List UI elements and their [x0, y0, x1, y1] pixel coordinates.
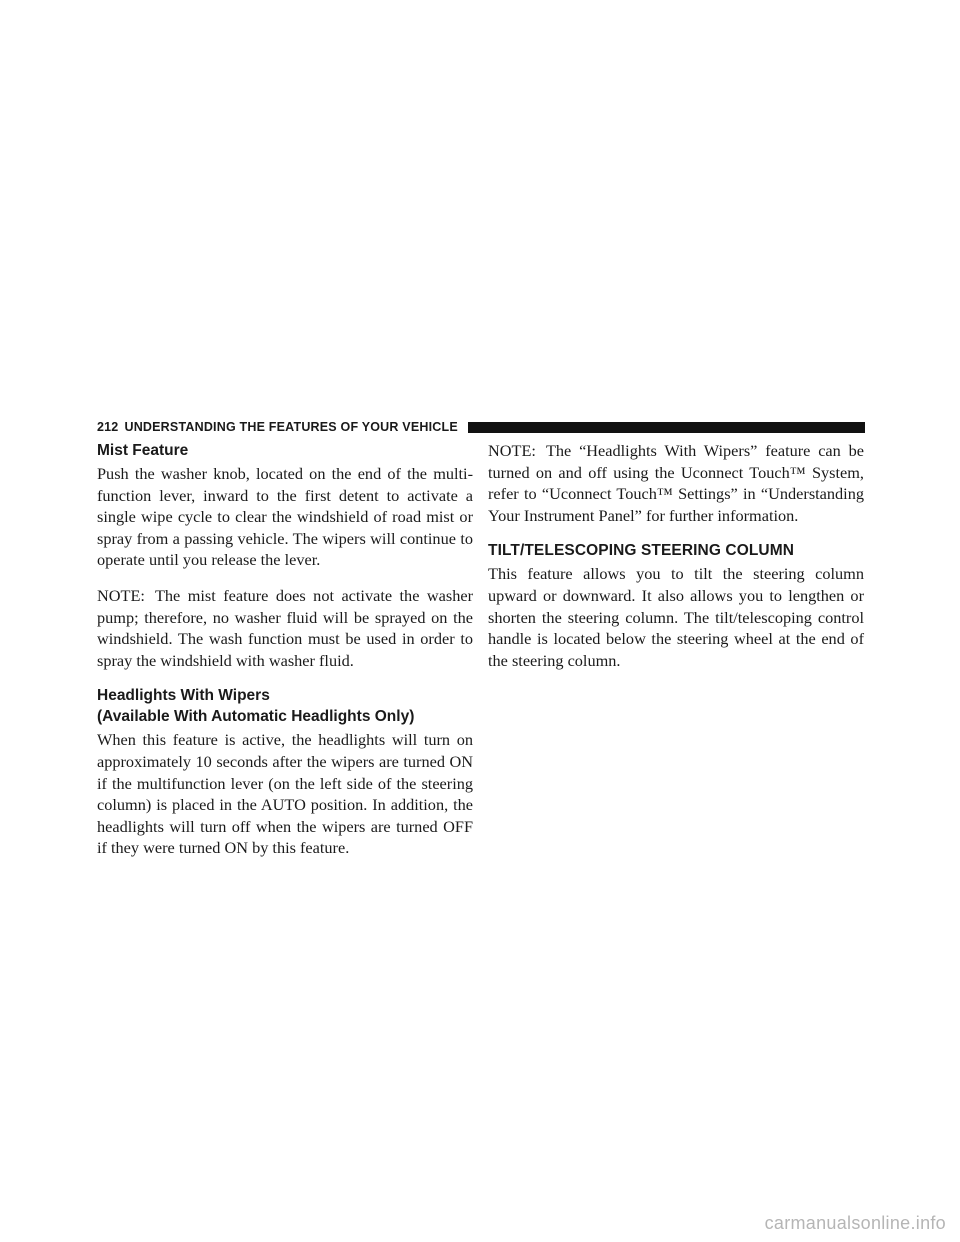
note-label: NOTE:: [488, 441, 536, 460]
headlights-wipers-heading: [97, 685, 473, 727]
note-label: NOTE:: [97, 585, 145, 605]
note-headlights-body: The “Headlights With Wipers” feature can be turned on and off using the Uconnect Touch™ System, refer to “Uconnect Touch™ Settings” in “Understanding Your Instrument Panel” for further information.: [488, 441, 864, 525]
note-mist: [97, 585, 473, 671]
left-column: [97, 440, 473, 873]
page-header: [97, 418, 865, 436]
headlights-heading-line1: Headlights With Wipers: [97, 687, 270, 705]
note-mist-body: The mist feature does not activate the washer pump; therefore, no washer fluid will be sprayed on the windshield. The wash function must be used in order to spray the windshield with washer fluid.: [97, 585, 473, 670]
watermark: carmanualsonline.info: [764, 1213, 946, 1233]
headlights-wipers-body: When this feature is active, the headlights will turn on approximately 10 seconds after the wipers are turned ON if the multifunction lever (on the left side of the steering column) is placed in the AUTO position. In addition, the headlights will turn off when the wipers are turned OFF if they were turned ON by this feature.: [97, 730, 473, 858]
page-number: 212: [97, 420, 119, 434]
right-column: [488, 440, 864, 685]
header-rule: [468, 422, 865, 433]
headlights-heading-line2: (Available With Automatic Headlights Only): [97, 708, 415, 726]
tilt-steering-heading: TILT/TELESCOPING STEERING COLUMN: [488, 542, 795, 560]
section-title: UNDERSTANDING THE FEATURES OF YOUR VEHICLE: [124, 420, 458, 434]
mist-feature-body: Push the washer knob, located on the end of the multi-function lever, inward to the first detent to activate a single wipe cycle to clear the windshield of road mist or spray from a passing vehicle. The wipers will continue to operate until you release the lever.: [97, 464, 473, 570]
tilt-steering-body: This feature allows you to tilt the steering column upward or downward. It also allows you to lengthen or shorten the steering column. The tilt/telescoping control handle is located below the steering wheel at the end of the steering column.: [488, 564, 864, 670]
mist-feature-heading: Mist Feature: [97, 442, 189, 459]
note-headlights: [488, 440, 864, 526]
